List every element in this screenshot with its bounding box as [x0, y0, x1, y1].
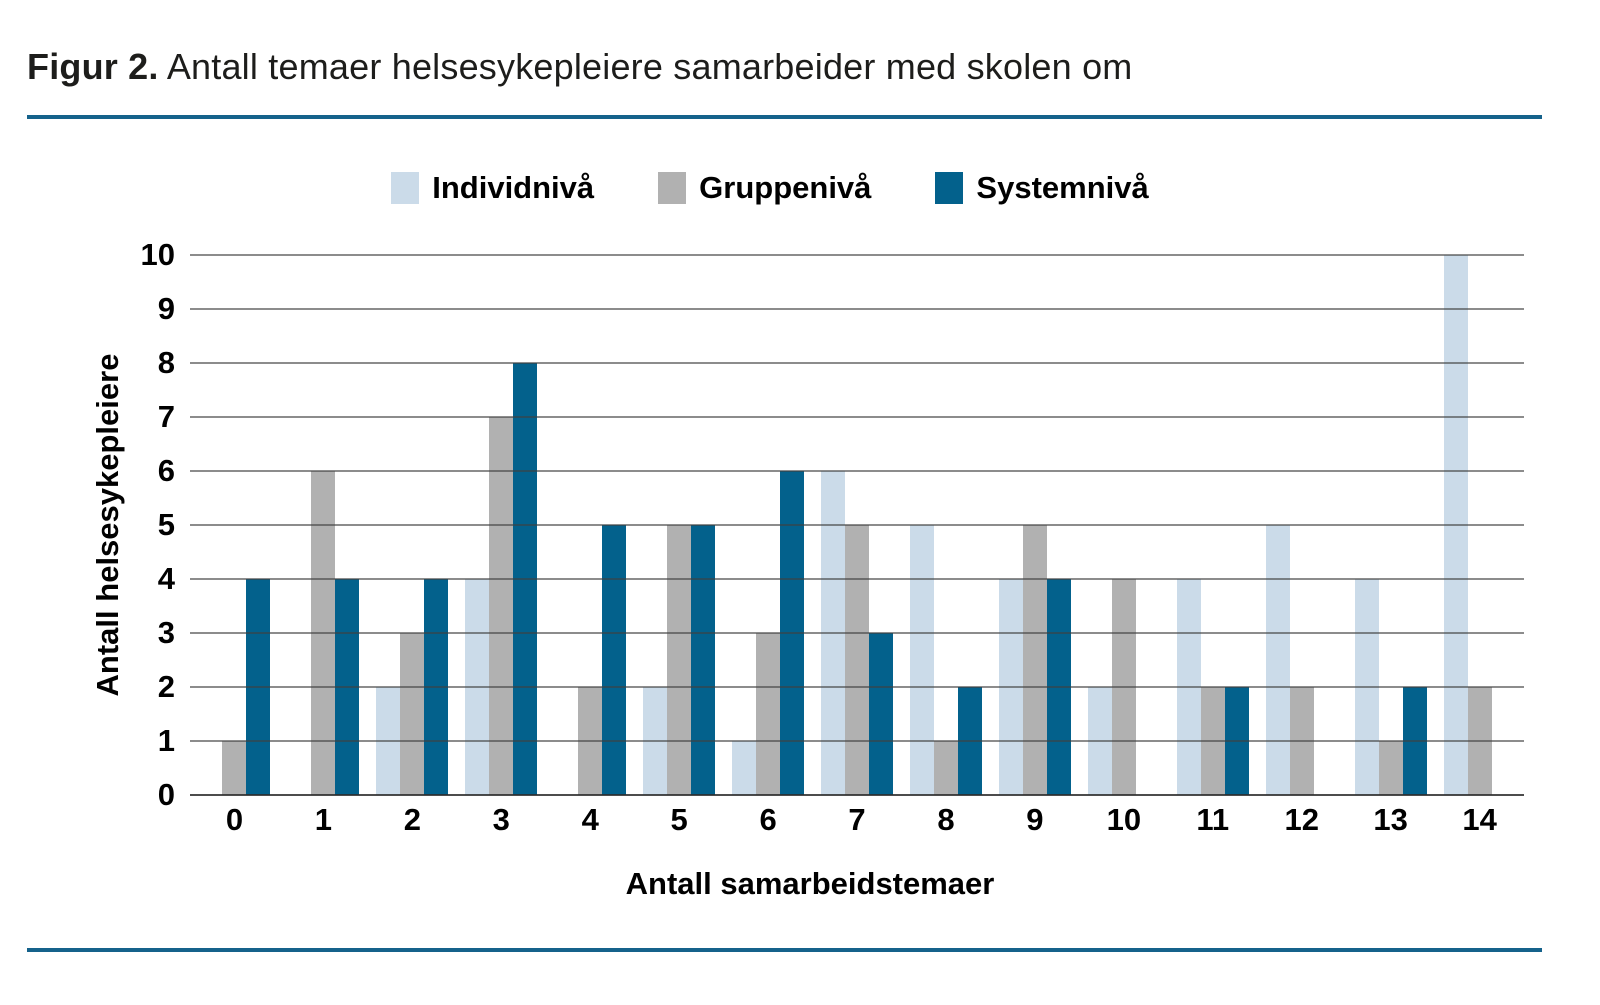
bar-chart-plot-area	[190, 255, 1524, 795]
bar-gruppeniva	[489, 417, 513, 795]
gridline	[190, 578, 1524, 580]
y-tick-label: 1	[157, 723, 175, 758]
top-divider	[27, 115, 1542, 119]
legend-swatch-icon	[935, 172, 963, 204]
x-tick-label: 3	[492, 802, 510, 837]
legend-item-individniva	[391, 170, 594, 206]
gridline	[190, 740, 1524, 742]
gridline	[190, 362, 1524, 364]
x-tick-label: 5	[670, 802, 688, 837]
x-tick-label: 2	[403, 802, 421, 837]
x-tick-label: 12	[1284, 802, 1319, 837]
bar-gruppeniva	[667, 525, 691, 795]
gridline	[190, 632, 1524, 634]
gridline	[190, 686, 1524, 688]
gridline	[190, 308, 1524, 310]
legend-label: Systemnivå	[976, 170, 1149, 205]
gridline	[190, 470, 1524, 472]
x-tick-label: 9	[1026, 802, 1044, 837]
gridline	[190, 524, 1524, 526]
legend-item-systemniva	[935, 170, 1148, 206]
x-tick-label: 1	[314, 802, 333, 837]
bar-individniva	[732, 741, 756, 795]
bar-gruppeniva	[222, 741, 246, 795]
bar-gruppeniva	[845, 525, 869, 795]
y-tick-label: 0	[157, 777, 175, 812]
y-tick-label: 5	[157, 507, 175, 542]
gridline	[190, 254, 1524, 256]
y-tick-label: 10	[140, 237, 175, 272]
figure-title	[27, 46, 1133, 88]
y-tick-label: 2	[157, 669, 175, 704]
y-axis-title: Antall helsesykepleiere	[90, 353, 125, 697]
legend-swatch-icon	[658, 172, 686, 204]
bar-systemniva	[691, 525, 715, 795]
bar-individniva	[910, 525, 934, 795]
y-tick-label: 7	[157, 399, 175, 434]
bar-systemniva	[869, 633, 893, 795]
bar-gruppeniva	[934, 741, 958, 795]
bar-gruppeniva	[1023, 525, 1047, 795]
x-tick-label: 7	[848, 802, 866, 837]
gridline	[190, 416, 1524, 418]
y-axis-ticks	[60, 237, 175, 812]
legend-label: Gruppenivå	[699, 170, 872, 205]
x-tick-label: 11	[1196, 802, 1230, 837]
bar-gruppeniva	[400, 633, 424, 795]
x-axis-ticks	[190, 802, 1524, 838]
figure-caption: Antall temaer helsesykepleiere samarbeider med skolen om	[166, 46, 1133, 87]
x-tick-label: 0	[225, 802, 244, 837]
x-tick-label: 6	[759, 802, 777, 837]
legend	[0, 170, 1540, 206]
legend-label: Individnivå	[432, 170, 595, 205]
bar-gruppeniva	[756, 633, 780, 795]
x-tick-label: 10	[1106, 802, 1142, 837]
bar-gruppeniva	[1379, 741, 1403, 795]
y-tick-label: 8	[157, 345, 175, 380]
y-tick-label: 3	[157, 615, 175, 650]
bar-individniva	[1266, 525, 1290, 795]
figure-number: Figur 2.	[27, 46, 159, 87]
y-tick-label: 6	[157, 453, 175, 488]
x-axis-baseline	[190, 794, 1524, 796]
y-tick-label: 9	[157, 291, 175, 326]
x-tick-label: 8	[937, 802, 955, 837]
bar-systemniva	[602, 525, 626, 795]
x-tick-label: 13	[1373, 802, 1408, 837]
x-tick-label: 4	[581, 802, 599, 837]
legend-swatch-icon	[391, 172, 419, 204]
x-tick-label: 14	[1462, 802, 1497, 837]
legend-item-gruppeniva	[658, 170, 871, 206]
y-tick-label: 4	[157, 561, 175, 596]
bottom-divider	[27, 948, 1542, 952]
x-axis-title: Antall samarbeidstemaer	[625, 866, 995, 901]
